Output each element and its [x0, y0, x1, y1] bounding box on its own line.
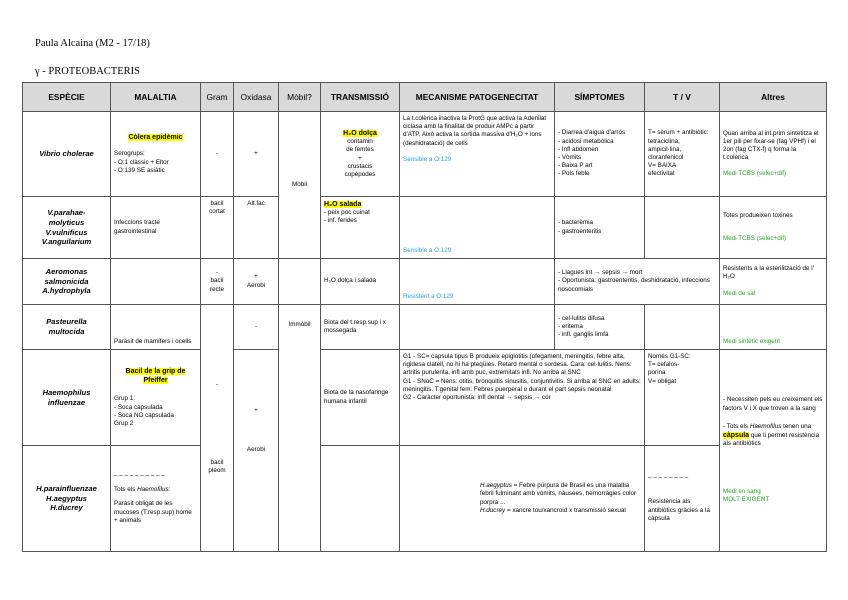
text-line: - peix poc cuinat [324, 209, 370, 217]
text-line: - eritema [558, 322, 583, 330]
text-part: Tots els [114, 486, 138, 494]
text-part: H.ducrey [480, 506, 506, 514]
col-altres: Altres [720, 83, 827, 112]
transmission-cell: Biota de la nasofaringe humana infantil [321, 350, 400, 446]
divider-dashes: – – – – – – – – [648, 474, 689, 482]
text-line: porina [648, 369, 666, 377]
oxidase-cell: Alt.fac [234, 197, 279, 259]
disease-highlight: Còlera epidèmic [128, 134, 183, 142]
tv-cell [645, 112, 720, 197]
text-line: - infl. ganglis limfà [558, 331, 609, 339]
text-line: Pasteurella [46, 317, 87, 327]
transmission-cell: Biota del t.resp.sup i x mossegada [321, 305, 400, 350]
tv-cell [645, 350, 720, 446]
text-line: Aerobi [246, 445, 266, 453]
text-line: - bacterèmia [558, 219, 593, 227]
transmission-highlight: H₂O salada [324, 201, 362, 208]
text-line [114, 486, 197, 494]
text-line: càpsula [648, 514, 670, 522]
disease-highlight: Bacil de la grip de Pfeiffer [125, 367, 186, 385]
text-line: Paràsit obligat de les mucoses (T.resp.sup) home + animals [114, 500, 192, 524]
mechanism-cell [400, 305, 555, 350]
text-line [723, 423, 823, 449]
text-line: - Pols feble [558, 170, 590, 178]
col-tv: T / V [645, 83, 720, 112]
mechanism-cell [400, 446, 645, 552]
text-line: Només G1-SC: [648, 353, 691, 360]
text-line: G2 - Caràcter oportunista: infl dental → sepsis → cor [403, 393, 551, 401]
text-line: tetraciclina, [648, 137, 680, 145]
gram-cell: bacil cortat [201, 197, 234, 259]
symptoms-cell [555, 112, 645, 197]
species-cell [23, 350, 111, 446]
text-line: - cel·lulitis difusa [558, 314, 605, 322]
mechanism-cell: Resistent a O:129 [400, 259, 555, 305]
col-gram: Gram [201, 83, 234, 112]
text-part: = xancre tou/xancroid x transmissió sexual [505, 506, 626, 514]
gram-cell: - [201, 112, 234, 197]
text-line: bacil pleom [208, 458, 226, 475]
table-row [23, 305, 827, 350]
other-cell [720, 197, 827, 259]
text-line: G1 - SC= capsula tipus B produeix epiglotitis (ofegament, meningitis, febre alta, rigidesa clatell, no hi ha pteqüies. Retard mental o sordesa. Cara: cel·lulitis. Nens: artritis purulenta, infl amb puc, extremitats infl. No arriba al SNC [403, 353, 632, 377]
text-line: Serogrups: [114, 150, 145, 158]
gram-cell [201, 259, 234, 305]
text-line: cloranfenicol [648, 154, 684, 161]
medium-note: MOLT EXIGENT [723, 496, 770, 504]
text-line: - [215, 380, 219, 388]
transmission-cell [321, 112, 400, 197]
text-line: + [254, 273, 258, 281]
text-line: crustacis [347, 162, 373, 170]
section-title: γ - PROTEOBACTERIS [35, 66, 140, 77]
table-row [23, 350, 827, 446]
proteobacteria-table [22, 82, 827, 552]
text-part: = Febre púrpura de Brasil es una malaltia febril fulminant amb vòmits, nàusees, hemorràgies color porpra ... [480, 482, 637, 506]
motility-cell: Mòbil [279, 112, 321, 259]
table-row [23, 112, 827, 197]
text-line: T= cefalos- [648, 361, 680, 369]
sensitivity-note: Sensible a O:129 [403, 155, 452, 163]
other-cell [720, 350, 827, 552]
other-cell [720, 259, 827, 305]
mechanism-text: La t.colèrica inactiva la ProtG que activa la Adenilat ciclasa amb la finalitat de produir AMPc a partir d'ATP. Això activa la sortida massiva d'H₂O + ions (deshidratació) de cells [403, 115, 547, 147]
text-line: Aerobi [246, 281, 266, 289]
col-especie: ESPÈCIE [23, 83, 111, 112]
col-transmissio: TRANSMISSIÓ [321, 83, 400, 112]
text-line: - acidosi metabòlica [558, 137, 614, 145]
symptoms-cell [555, 259, 720, 305]
disease-cell [111, 112, 201, 197]
disease-cell: Infeccions tracte gastrointestinal [111, 197, 201, 259]
text-line: de femtes [346, 146, 374, 154]
text-part: H.aegyptus [480, 482, 512, 490]
oxidase-cell [234, 350, 279, 552]
author-line: Paula Alcaina (M2 - 17/18) [35, 38, 150, 49]
motility-cell: Immòbil [279, 305, 321, 552]
oxidase-cell [234, 259, 279, 305]
medium-note: Medi TCBS (selec+dif) [723, 170, 787, 178]
text-line: Aeromonas [45, 266, 88, 276]
capsule-highlight: càpsula [723, 431, 750, 439]
disease-cell: Paràsit de mamífers i ocells [111, 305, 201, 350]
transmission-cell [321, 197, 400, 259]
other-cell: Medi sintètic exigent [720, 305, 827, 350]
table-row [23, 259, 827, 305]
species-cell [23, 259, 111, 305]
table-row [23, 446, 827, 552]
tv-cell [645, 305, 720, 350]
text-line: Totes produeixen toxines [723, 212, 793, 220]
text-line: + [358, 154, 362, 162]
transmission-cell [321, 446, 400, 552]
text-part: : [168, 486, 171, 494]
mechanism-cell [400, 350, 645, 446]
text-line: - [215, 269, 219, 277]
tv-cell [645, 446, 720, 552]
tv-cell [645, 197, 720, 259]
col-malaltia: MALALTIA [111, 83, 201, 112]
text-line: Resistents a la esterilització de l' H₂O [723, 265, 814, 281]
text-line: Grup 2 [114, 419, 134, 427]
col-simptomes: SÍMPTOMES [555, 83, 645, 112]
transmission-highlight: H₂O dolça [343, 129, 377, 137]
text-line: copèpodes [344, 170, 376, 178]
symptoms-cell [555, 305, 645, 350]
text-line: - Soca NO capsulada [114, 411, 174, 419]
text-line: H.aegyptus [46, 493, 87, 503]
species-cell [23, 305, 111, 350]
text-line: V.anguilarium [41, 237, 92, 247]
medium-note: Medi TCBS (selec+dif) [723, 234, 787, 242]
text-part: que li permet resistència als antibiòtics [723, 431, 820, 448]
transmission-cell: H₂O dolça i salada [321, 259, 400, 305]
text-line: V.parahae- [47, 207, 86, 217]
text-line: H.parainfluenzae [36, 483, 97, 493]
col-mecanisme: MECANISME PATOGENECITAT [400, 83, 555, 112]
species-cell [23, 197, 111, 259]
col-mobil: Mòbil? [279, 83, 321, 112]
text-line: V.vulnificus [45, 227, 88, 237]
divider-dashes: – – – – – – – – – – [114, 472, 165, 480]
header-row [23, 83, 827, 112]
disease-cell [111, 350, 201, 446]
disease-cell [111, 259, 201, 305]
gram-cell [201, 305, 234, 552]
mechanism-cell: Sensible a O:129 [400, 197, 555, 259]
col-oxidasa: Oxidasa [234, 83, 279, 112]
text-line: salmonicida [44, 276, 89, 286]
text-line: Haemophilus [42, 387, 91, 397]
text-line: - gastroenteritis [558, 227, 602, 235]
text-line: contamin [347, 138, 373, 146]
medium-note: Medi de sal [723, 289, 756, 297]
text-line: A.hydrophyla [42, 286, 91, 296]
text-line: G1 - SNoC = Nens: otitis, bronquitis sinusitis, conjuntivitis. Si arriba al SNC en adults: meningitis. T.genital fem: Febres puerperal o durant el part sepsis neonatal [403, 377, 641, 393]
text-line: - Necessiten pels eu creixement els factors V i X que troven a la sang [723, 396, 823, 412]
text-part: tenen una [781, 422, 812, 430]
text-line: - Oportunista: gastroenteritis, deshidratació, infeccions nosocomials [558, 277, 710, 293]
oxidase-cell: + [234, 112, 279, 197]
text-line: Resistència als antibiòtics gràcies a la [648, 498, 710, 514]
text-part: - Tots els [723, 422, 750, 430]
text-line: - Baixa P art [558, 162, 593, 170]
disease-cell [111, 446, 201, 552]
text-line: Quan arriba al int.prim sintetitza el 1er pili per fixar-se (fag VPHf) i el 2on (fag CTX-f) q forma la t.colèrica [723, 129, 819, 162]
other-cell [720, 112, 827, 197]
text-line: V= BAIXA [648, 162, 677, 170]
text-line: Grup 1: [114, 395, 135, 403]
text-line: - Diarrea d'aigua d'arròs [558, 129, 626, 137]
species-cell: Vibrio cholerae [23, 112, 111, 197]
species-cell [23, 446, 111, 552]
table-row [23, 197, 827, 259]
text-part: Haemofilus [749, 422, 782, 430]
mechanism-cell [400, 112, 555, 197]
motility-cell [279, 259, 321, 305]
text-part: Haemofilus [137, 486, 169, 494]
text-line: V= obligat [648, 377, 677, 385]
text-line: - O:1 clàssic + Eltor [114, 158, 169, 166]
oxidase-cell: - [234, 305, 279, 350]
text-line: bacil recte [210, 277, 224, 293]
text-line: + [254, 407, 258, 415]
text-line: T= sèrum + antibiòtic: [648, 129, 709, 137]
text-line: molyticus [48, 217, 85, 227]
symptoms-cell [555, 197, 645, 259]
text-line: multocida [48, 327, 85, 336]
text-line: - Vòmits [558, 154, 582, 161]
text-line: - Llagues int → sepsis → mort [558, 269, 643, 277]
text-line: ampicil·lina, [648, 145, 682, 153]
text-line: H.ducrey [50, 503, 83, 513]
text-line: - O:139 SE asiàtic [114, 166, 165, 174]
text-line: - Soca capsulada [114, 403, 163, 411]
text-line: influenzae [47, 397, 86, 407]
medium-note: Medi en sang [723, 488, 761, 496]
text-line: - Infl abdomen [558, 145, 599, 153]
text-line: - inf. ferides [324, 217, 357, 225]
text-line: efectivitat [648, 170, 675, 178]
